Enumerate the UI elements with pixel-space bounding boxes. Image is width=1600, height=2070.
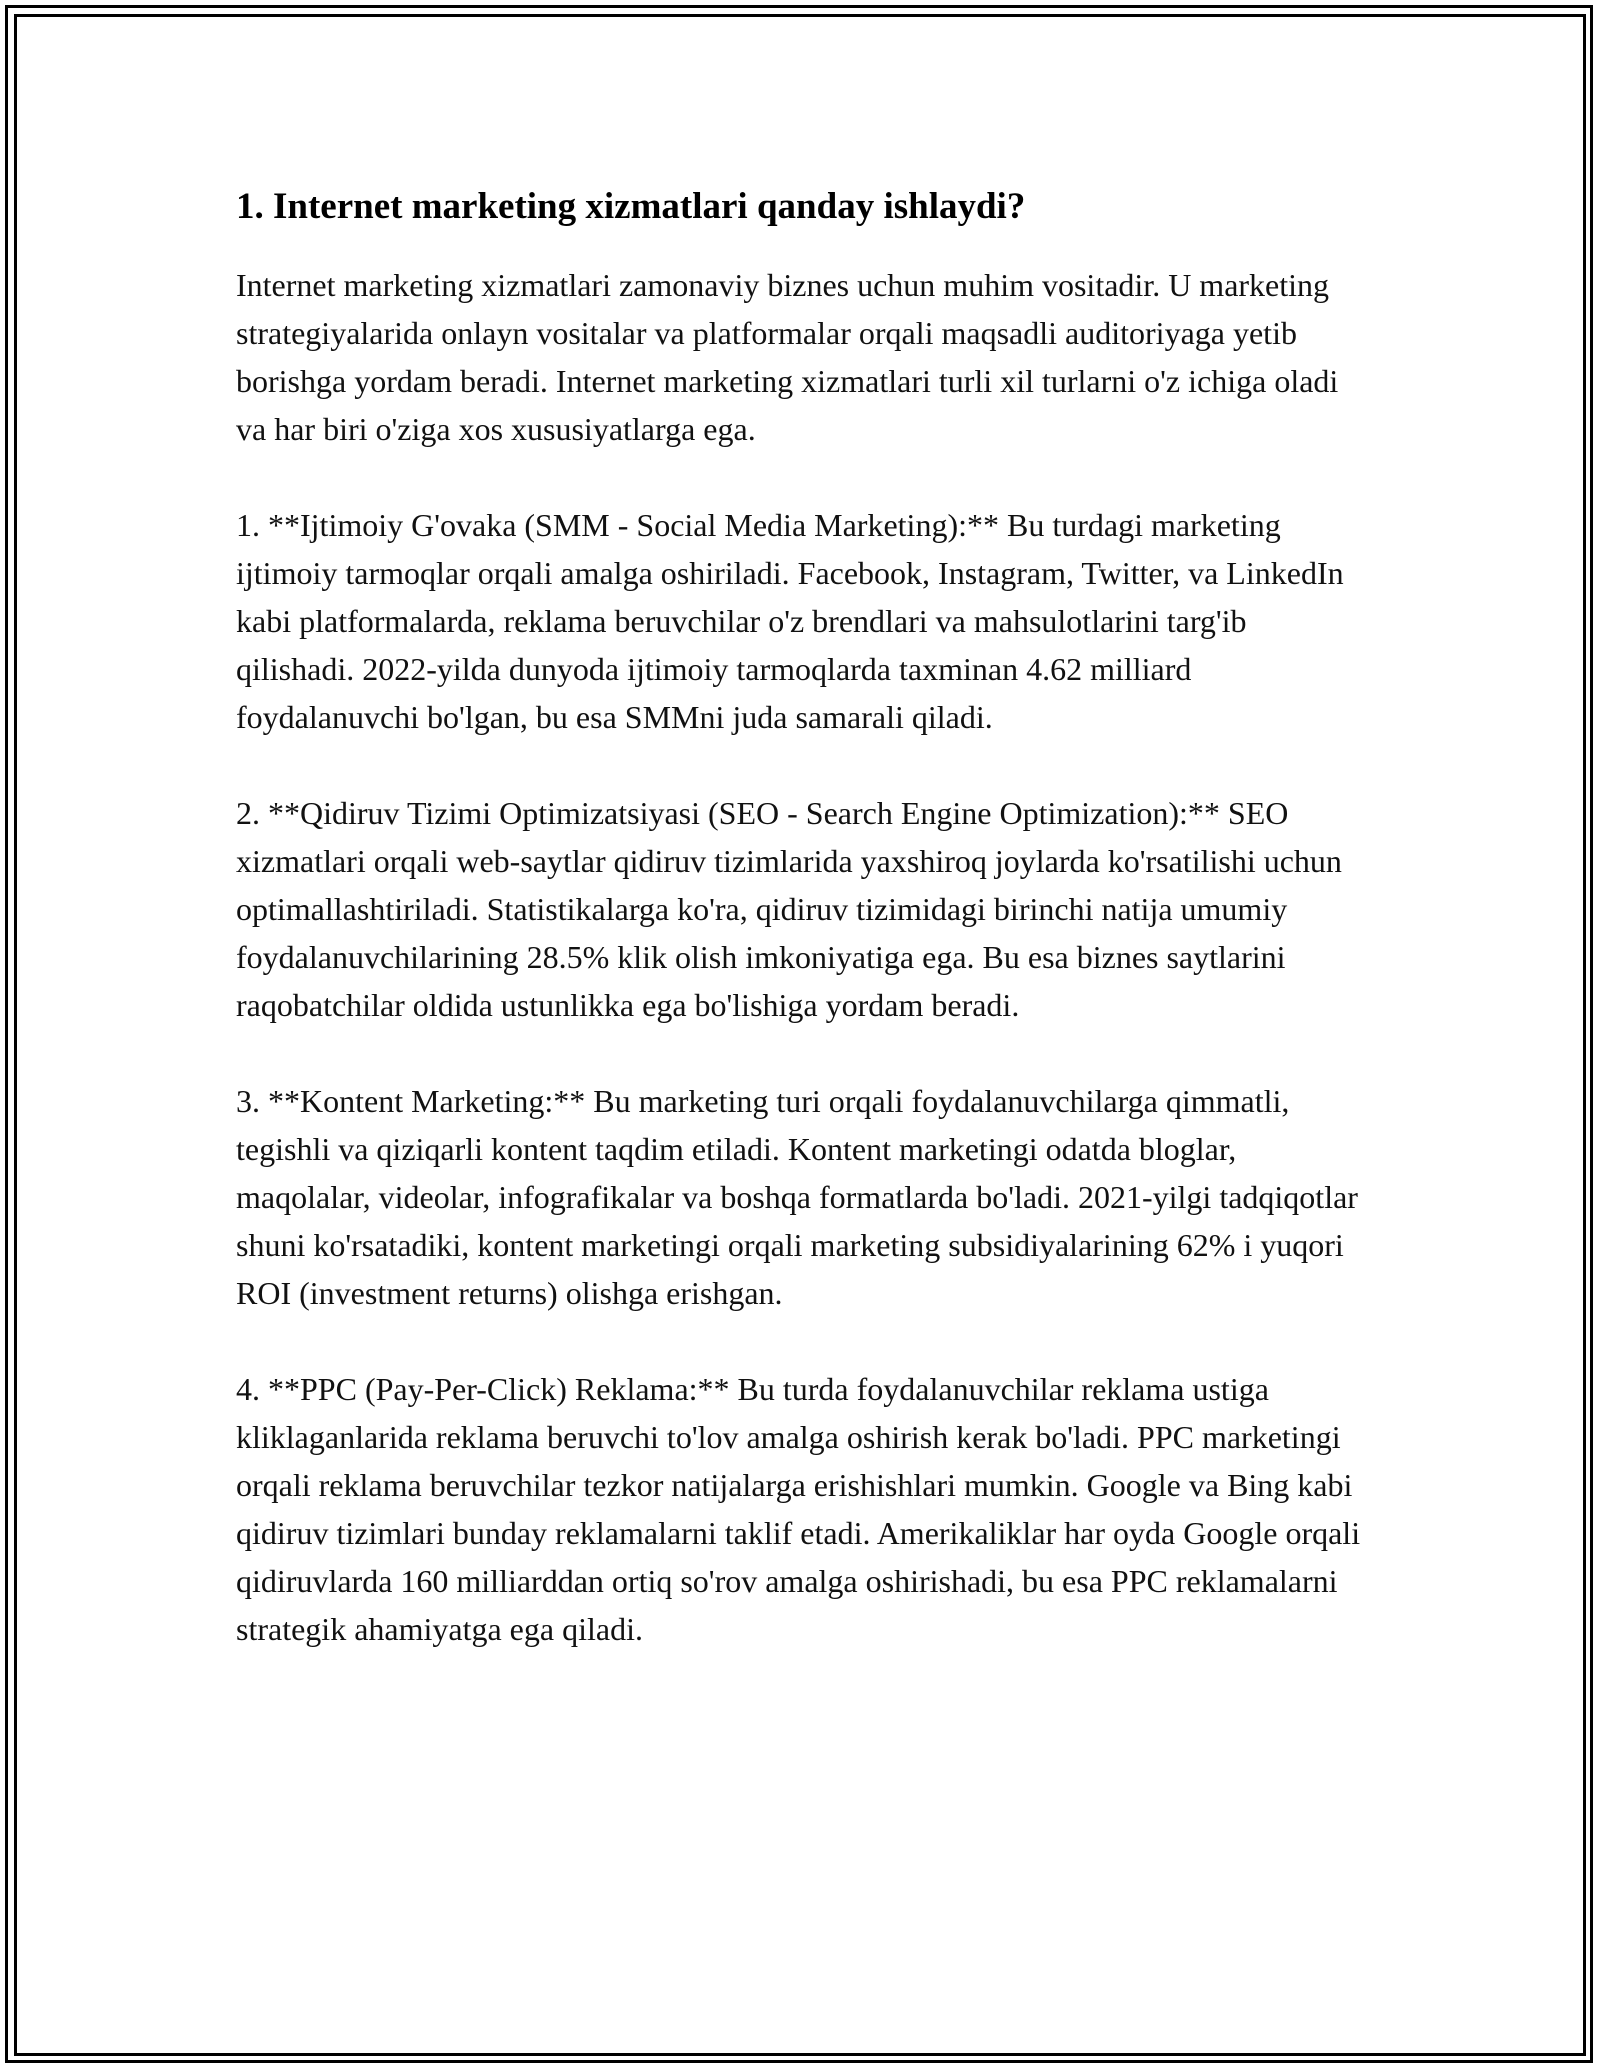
paragraph-ppc: 4. **PPC (Pay-Per-Click) Reklama:** Bu turda foydalanuvchilar reklama ustiga kliklaganlarida reklama beruvchi to'lov amalga oshirish kerak bo'ladi. PPC marketingi orqali reklama beruvchilar tezkor natijalarga erishishlari mumkin. Google va Bing kabi qidiruv tizimlari bunday reklamalarni taklif etadi. Amerikaliklar har oyda Google orqali qidiruvlarda 160 milliarddan ortiq so'rov amalga oshirishadi, bu esa PPC reklamalarni strategik ahamiyatga ega qiladi. [236,1371,1361,1648]
document-body [236,183,1366,1701]
paragraph-content-marketing: 3. **Kontent Marketing:** Bu marketing turi orqali foydalanuvchilarga qimmatli, tegishli va qiziqarli kontent taqdim etiladi. Kontent marketingi odatda bloglar, maqolalar, videolar, infografikalar va boshqa formatlarda bo'ladi. 2021-yilgi tadqiqotlar shuni ko'rsatadiki, kontent marketingi orqali marketing subsidiyalarining 62% i yuqori ROI (investment returns) olishga erishgan. [236,1083,1358,1312]
paragraph-intro: Internet marketing xizmatlari zamonaviy biznes uchun muhim vositadir. U marketing strategiyalarida onlayn vositalar va platformalar orqali maqsadli auditoriyaga yetib borishga yordam beradi. Internet marketing xizmatlari turli xil turlarni o'z ichiga oladi va har biri o'ziga xos xususiyatlarga ega. [236,267,1339,448]
paragraph-seo: 2. **Qidiruv Tizimi Optimizatsiyasi (SEO - Search Engine Optimization):** SEO xizmatlari orqali web-saytlar qidiruv tizimlarida yaxshiroq joylarda ko'rsatilishi uchun optimallashtiriladi. Statistikalarga ko'ra, qidiruv tizimidagi birinchi natija umumiy foydalanuvchilarining 28.5% klik olish imkoniyatiga ega. Bu esa biznes saytlarini raqobatchilar oldida ustunlikka ega bo'lishiga yordam beradi. [236,795,1342,1024]
document-title: 1. Internet marketing xizmatlari qanday ishlaydi? [236,186,1026,227]
paragraph-smm: 1. **Ijtimoiy G'ovaka (SMM - Social Media Marketing):** Bu turdagi marketing ijtimoiy tarmoqlar orqali amalga oshiriladi. Facebook, Instagram, Twitter, va LinkedIn kabi platformalarda, reklama beruvchilar o'z brendlari va mahsulotlarini targ'ib qilishadi. 2022-yilda dunyoda ijtimoiy tarmoqlarda taxminan 4.62 milliard foydalanuvchi bo'lgan, bu esa SMMni juda samarali qiladi. [236,507,1344,736]
